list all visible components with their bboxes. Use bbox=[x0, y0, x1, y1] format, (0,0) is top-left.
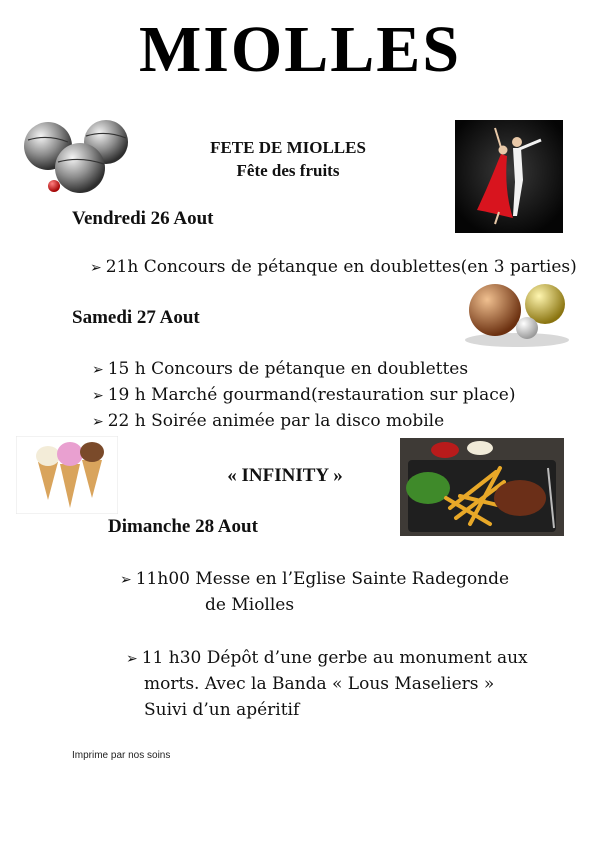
day-label-saturday: Samedi 27 Aout bbox=[72, 307, 200, 328]
list-item-continuation: Suivi d’un apéritif bbox=[144, 700, 300, 720]
steak-fries-image bbox=[400, 438, 564, 536]
dancers-image bbox=[455, 120, 563, 233]
event-subtitle: Fête des fruits bbox=[236, 161, 340, 180]
arrow-bullet-icon: ➢ bbox=[90, 260, 102, 276]
page-title: MIOLLES bbox=[138, 13, 462, 86]
list-item: ➢ 22 h Soirée animée par la disco mobile bbox=[92, 411, 445, 431]
arrow-bullet-icon: ➢ bbox=[120, 572, 132, 588]
list-item: ➢ 15 h Concours de pétanque en doublettes bbox=[92, 359, 469, 379]
day-label-friday: Vendredi 26 Aout bbox=[72, 208, 214, 229]
event-title: FETE DE MIOLLES bbox=[210, 138, 366, 157]
arrow-bullet-icon: ➢ bbox=[92, 388, 104, 404]
day-label-sunday: Dimanche 28 Aout bbox=[108, 516, 258, 537]
ice-cream-image bbox=[16, 436, 118, 514]
list-item-continuation: morts. Avec la Banda « Lous Maseliers » bbox=[144, 674, 495, 694]
band-name: « INFINITY » bbox=[227, 465, 343, 486]
print-credit: Imprime par nos soins bbox=[72, 750, 171, 761]
colored-boules-image bbox=[455, 280, 575, 350]
list-item: ➢ 19 h Marché gourmand(restauration sur place) bbox=[92, 385, 516, 405]
arrow-bullet-icon: ➢ bbox=[126, 651, 138, 667]
petanque-boules-image bbox=[18, 118, 136, 196]
list-item-continuation: de Miolles bbox=[205, 595, 295, 615]
list-item: ➢ 11h00 Messe en l’Eglise Sainte Radegonde bbox=[120, 569, 510, 589]
arrow-bullet-icon: ➢ bbox=[92, 414, 104, 430]
list-item: ➢ 11 h30 Dépôt d’une gerbe au monument aux bbox=[126, 648, 528, 668]
arrow-bullet-icon: ➢ bbox=[92, 362, 104, 378]
list-item: ➢ 21h Concours de pétanque en doublettes(en 3 parties) bbox=[90, 257, 577, 277]
